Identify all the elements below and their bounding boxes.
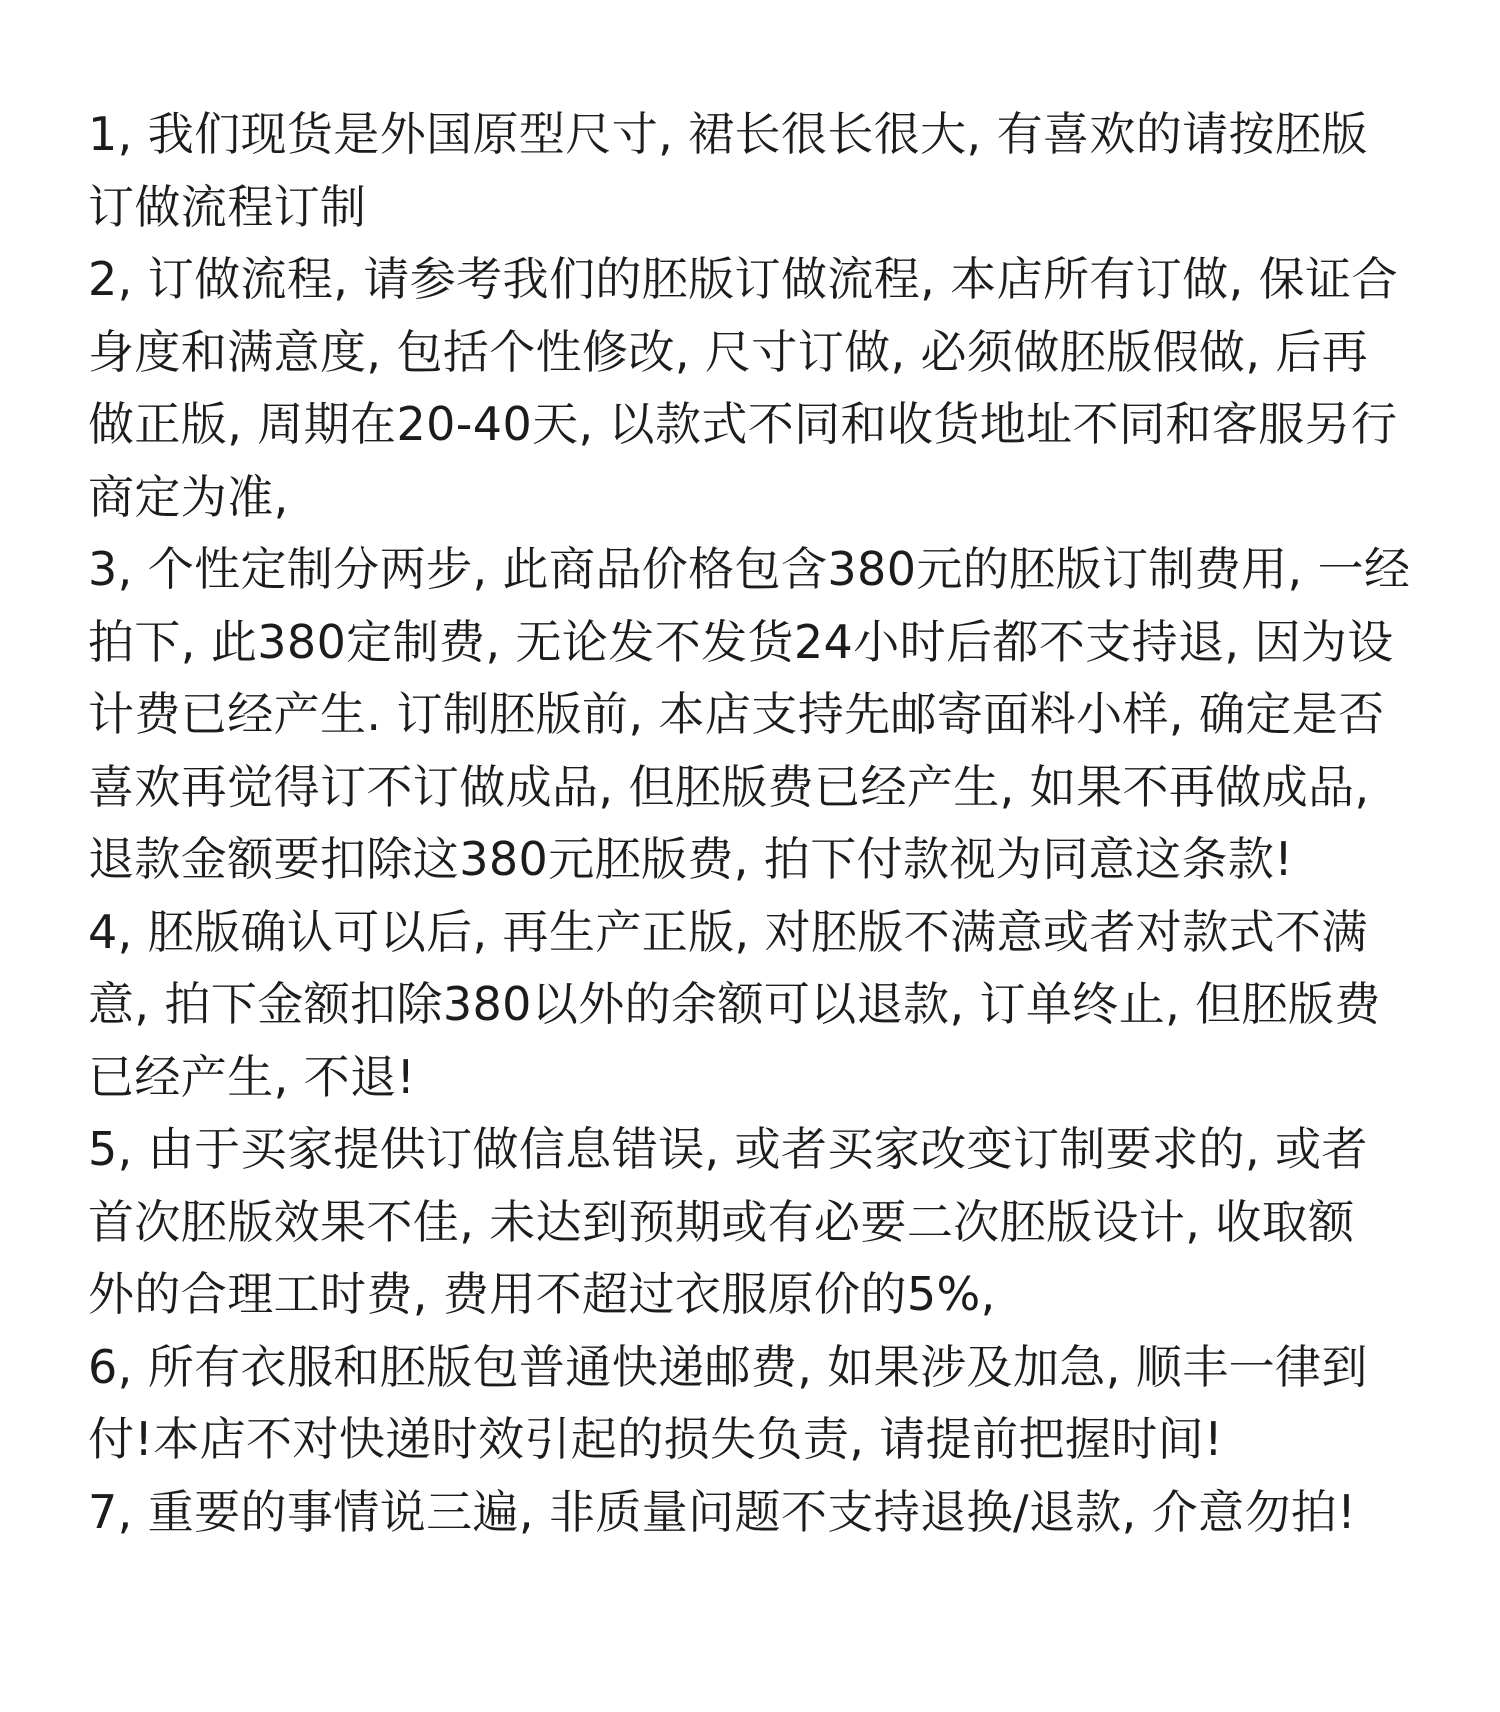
notice-line: 外的合理工时费, 费用不超过衣服原价的5%,: [88, 1267, 996, 1321]
notice-line: 1, 我们现货是外国原型尺寸, 裙长很长很大, 有喜欢的请按胚版: [88, 107, 1368, 161]
notice-line: 退款金额要扣除这380元胚版费, 拍下付款视为同意这条款!: [88, 832, 1294, 886]
notice-line: 做正版, 周期在20-40天, 以款式不同和收货地址不同和客服另行: [88, 397, 1398, 451]
notice-line: 计费已经产生. 订制胚版前, 本店支持先邮寄面料小样, 确定是否: [88, 687, 1385, 741]
notice-line: 已经产生, 不退!: [88, 1049, 416, 1104]
notice-line: 付!本店不对快递时效引起的损失负责, 请提前把握时间!: [88, 1412, 1223, 1466]
notice-line: 5, 由于买家提供订做信息错误, 或者买家改变订制要求的, 或者: [88, 1122, 1368, 1176]
notice-line: 3, 个性定制分两步, 此商品价格包含380元的胚版订制费用, 一经: [88, 542, 1411, 596]
notice-line: 意, 拍下金额扣除380以外的余额可以退款, 订单终止, 但胚版费: [88, 977, 1381, 1031]
notice-line: 订做流程订制: [88, 179, 367, 234]
notice-line: 2, 订做流程, 请参考我们的胚版订做流程, 本店所有订做, 保证合: [88, 252, 1398, 306]
notice-line: 拍下, 此380定制费, 无论发不发货24小时后都不支持退, 因为设: [88, 614, 1394, 669]
notice-line: 商定为准,: [88, 469, 289, 524]
notice-line: 身度和满意度, 包括个性修改, 尺寸订做, 必须做胚版假做, 后再: [88, 324, 1369, 379]
notice-line: 7, 重要的事情说三遍, 非质量问题不支持退换/退款, 介意勿拍!: [88, 1484, 1357, 1539]
custom-order-notice: [88, 98, 1418, 1548]
notice-line: 喜欢再觉得订不订做成品, 但胚版费已经产生, 如果不再做成品,: [88, 759, 1370, 814]
notice-line: 首次胚版效果不佳, 未达到预期或有必要二次胚版设计, 收取额: [88, 1194, 1355, 1249]
notice-line: 4, 胚版确认可以后, 再生产正版, 对胚版不满意或者对款式不满: [88, 904, 1368, 959]
notice-line: 6, 所有衣服和胚版包普通快递邮费, 如果涉及加急, 顺丰一律到: [88, 1339, 1368, 1394]
